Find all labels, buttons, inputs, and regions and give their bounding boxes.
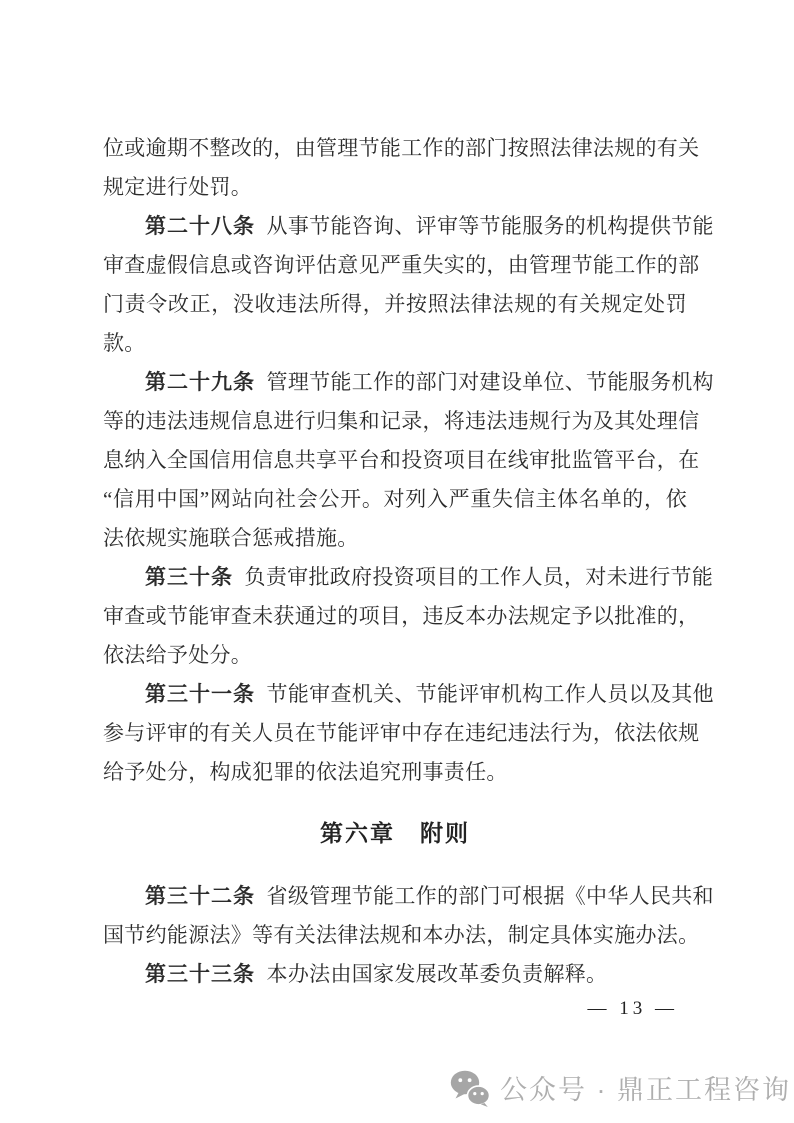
doc-line	[103, 877, 714, 916]
line-text: 门责令改正，没收违法所得，并按照法律法规的有关规定处罚	[103, 292, 687, 316]
line-text: 息纳入全国信用信息共享平台和投资项目在线审批监管平台，在	[103, 448, 700, 472]
watermark-text: 公众号 · 鼎正工程咨询	[500, 1075, 791, 1105]
doc-line	[103, 955, 687, 994]
chapter-heading: 第六章 附则	[320, 820, 470, 846]
line-text: 给予处分，构成犯罪的依法追究刑事责任。	[103, 760, 508, 784]
line-text: 款。	[103, 331, 146, 355]
doc-line	[103, 916, 700, 955]
doc-line	[103, 402, 700, 441]
page-number: — 13 —	[587, 998, 678, 1019]
line-text: 等的违法违规信息进行归集和记录，将违法违规行为及其处理信	[103, 409, 700, 433]
article-number: 第二十九条	[145, 371, 255, 394]
article-number: 第三十条	[145, 566, 233, 589]
doc-line	[103, 207, 714, 246]
line-text: 管理节能工作的部门对建设单位、节能服务机构	[266, 370, 714, 394]
line-text: 依法给予处分。	[103, 643, 253, 667]
line-text: 法依规实施联合惩戒措施。	[103, 526, 359, 550]
line-text: “信用中国”网站向社会公开。对列入严重失信主体名单的，依	[103, 487, 687, 511]
doc-line	[103, 246, 700, 285]
article-number: 第三十三条	[145, 963, 255, 986]
doc-line	[103, 519, 687, 558]
line-text: 负责审批政府投资项目的工作人员，对未进行节能	[244, 565, 714, 589]
doc-line	[103, 675, 714, 714]
doc-line	[103, 753, 687, 792]
line-text: 位或逾期不整改的，由管理节能工作的部门按照法律法规的有关	[103, 136, 700, 160]
line-text: 参与评审的有关人员在节能评审中存在违纪违法行为，依法依规	[103, 721, 700, 745]
line-text: 审查虚假信息或咨询评估意见严重失实的，由管理节能工作的部	[103, 253, 700, 277]
article-number: 第三十一条	[145, 683, 255, 706]
doc-line	[103, 363, 714, 402]
wechat-icon	[450, 1069, 490, 1107]
doc-line	[103, 324, 687, 363]
doc-line	[103, 714, 700, 753]
line-text: 国节约能源法》等有关法律法规和本办法，制定具体实施办法。	[103, 923, 700, 947]
line-text: 节能审查机关、节能评审机构工作人员以及其他	[266, 682, 714, 706]
doc-line	[103, 597, 700, 636]
line-text: 审查或节能审查未获通过的项目，违反本办法规定予以批准的，	[103, 604, 700, 628]
watermark	[450, 1068, 791, 1107]
article-number: 第二十八条	[145, 215, 255, 238]
doc-line	[103, 441, 700, 480]
doc-line	[103, 168, 687, 207]
paragraphs-before-heading	[103, 129, 714, 792]
doc-line	[103, 558, 714, 597]
line-text: 规定进行处罚。	[103, 175, 253, 199]
line-text: 省级管理节能工作的部门可根据《中华人民共和	[266, 884, 714, 908]
line-text: 本办法由国家发展改革委负责解释。	[266, 962, 608, 986]
doc-line	[103, 480, 687, 519]
paragraphs-after-heading	[103, 877, 714, 994]
doc-line	[103, 129, 700, 168]
doc-line	[103, 636, 687, 675]
article-number: 第三十二条	[145, 885, 255, 908]
line-text: 从事节能咨询、评审等节能服务的机构提供节能	[266, 214, 714, 238]
doc-line	[103, 285, 687, 324]
